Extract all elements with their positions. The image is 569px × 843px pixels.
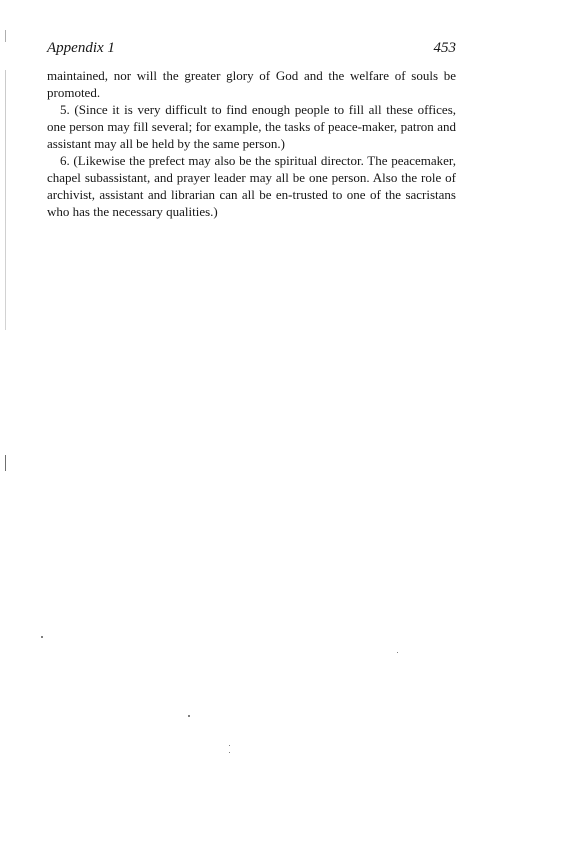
paragraph-continued: maintained, nor will the greater glory of God and the welfare of souls be promoted. (47, 68, 456, 100)
page-number: 453 (433, 40, 456, 56)
scan-speck (229, 745, 230, 746)
scan-speck (397, 652, 398, 653)
body-text (47, 67, 456, 220)
scan-speck (229, 752, 230, 753)
paragraph-item-5: 5. (Since it is very difficult to find enough people to fill all these offices, one person may fill several; for example, the tasks of peace-maker, patron and assistant may all be held by the same person.) (47, 102, 456, 151)
running-head-title: Appendix 1 (47, 40, 115, 56)
scan-speck (188, 715, 190, 717)
paragraph-item-6: 6. (Likewise the prefect may also be the spiritual director. The peacemaker, chapel subassistant, and prayer leader may all be one person. Also the role of archivist, assistant and librarian can all be en-trusted to one of the sacristans who has the necessary qualities.) (47, 153, 456, 219)
scan-edge-mark (5, 455, 6, 471)
running-head (47, 40, 456, 62)
scan-edge-line (5, 30, 6, 470)
scan-speck (41, 636, 43, 638)
